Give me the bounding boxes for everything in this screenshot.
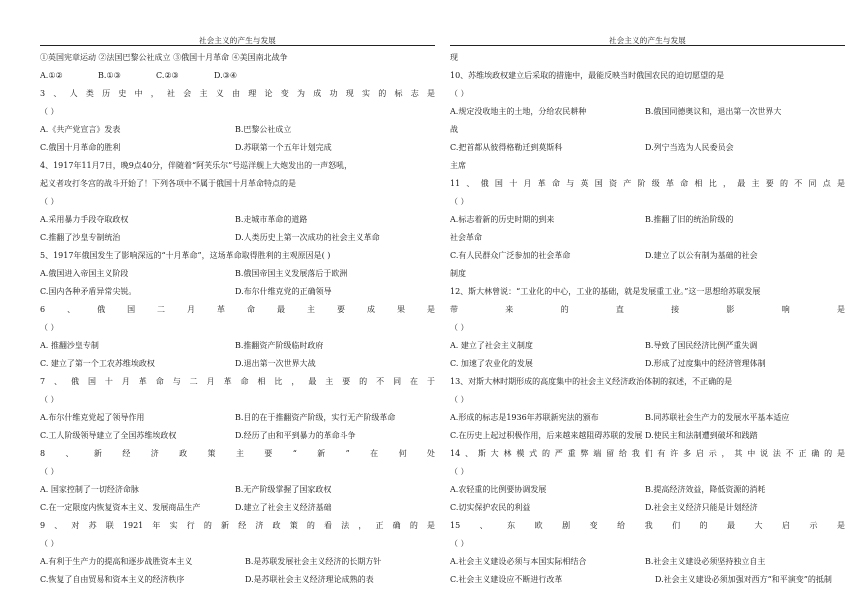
- text-line: 5、1917年俄国发生了影响深远的“十月革命”，这场革命取得胜利的主观原因是( ): [40, 251, 331, 260]
- answer-option: A.规定没收地主的土地，分给农民耕种: [450, 107, 587, 116]
- answer-option: A.布尔什维克党起了领导作用: [40, 413, 145, 422]
- options-line: [450, 340, 845, 352]
- question-stem-line: 带来的直接影响是: [450, 305, 845, 314]
- answer-option: C.在一定限度内恢复资本主义、发展商品生产: [40, 503, 201, 512]
- options-line: [40, 214, 435, 226]
- answer-option: D.使民主和法制遭到破坏和践踏: [645, 431, 758, 440]
- answer-option: B.是苏联发展社会主义经济的长期方针: [245, 557, 382, 566]
- answer-option: A.《共产党宣言》发表: [40, 125, 121, 134]
- answer-option: D.社会主义经济只能是计划经济: [645, 503, 758, 512]
- options-line: [40, 430, 435, 442]
- text-line: 社会革命: [450, 233, 482, 242]
- options-line: [40, 340, 435, 352]
- options-line: [450, 556, 845, 568]
- text-line: （ ）: [450, 395, 469, 404]
- question-stem-line: 3、人类历史中，社会主义由理论变为成功现实的标志是: [40, 89, 435, 98]
- answer-option: B.推翻资产阶级临时政府: [235, 341, 324, 350]
- options-line: [450, 106, 845, 118]
- text-line: （ ）: [40, 539, 59, 548]
- options-line: [450, 502, 845, 514]
- answer-option: C.社会主义建设应不断进行改革: [450, 575, 563, 584]
- answer-option: B.俄国帝国主义发展落后于欧洲: [235, 269, 348, 278]
- answer-option: D.是苏联社会主义经济理论成熟的表: [245, 575, 374, 584]
- answer-option: B.目的在于推翻资产阶级，实行无产阶级革命: [235, 413, 396, 422]
- text-line: 4、1917年11月7日，晚9点40分，伴随着“阿芙乐尔”号巡洋舰上大炮发出的一声怒吼，: [40, 161, 353, 170]
- answer-option: D.人类历史上第一次成功的社会主义革命: [235, 233, 380, 242]
- header-rule-right: [450, 45, 845, 46]
- answer-option: C.国内各种矛盾异常尖锐。: [40, 287, 137, 296]
- answer-option: C. 加速了农业化的发展: [450, 359, 533, 368]
- options-line: [40, 502, 435, 514]
- answer-option: A.农轻重的比例要协调发展: [450, 485, 547, 494]
- page-header-right: 社会主义的产生与发展: [609, 36, 686, 45]
- text-line: （ ）: [450, 467, 469, 476]
- answer-option: B.俄国同德奥议和，退出第一次世界大: [645, 107, 782, 116]
- answer-option: A.有利于生产力的提高和逐步战胜资本主义: [40, 557, 193, 566]
- answer-option: C.②③: [156, 71, 179, 80]
- options-line: [40, 124, 435, 136]
- text-line: （ ）: [40, 107, 59, 116]
- text-line: （ ）: [450, 323, 469, 332]
- answer-option: D.建立了以公有制为基础的社会: [645, 251, 758, 260]
- options-line: [450, 412, 845, 424]
- text-line: 12、斯大林曾说：“工业化的中心，工业的基础，就是发展重工业。”这一思想给苏联发展: [450, 287, 761, 296]
- text-line: 10、苏维埃政权建立后采取的措施中，最能反映当时俄国农民的迫切愿望的是: [450, 71, 725, 80]
- question-stem-line: 8、新经济政策主要“新”在何处: [40, 449, 435, 458]
- text-line: （ ）: [40, 197, 59, 206]
- answer-option: D.经历了由和平到暴力的革命斗争: [235, 431, 356, 440]
- text-line: （ ）: [450, 89, 469, 98]
- answer-option: A.①②: [40, 71, 63, 80]
- answer-option: B.无产阶级掌握了国家政权: [235, 485, 332, 494]
- page-header-left: 社会主义的产生与发展: [199, 36, 276, 45]
- answer-option: C.恢复了自由贸易和资本主义的经济秩序: [40, 575, 185, 584]
- options-line: [40, 286, 435, 298]
- options-line: [40, 556, 435, 568]
- answer-option: C.有人民群众广泛参加的社会革命: [450, 251, 571, 260]
- text-line: （ ）: [450, 539, 469, 548]
- options-line: [40, 70, 435, 82]
- answer-option: B.①③: [98, 71, 121, 80]
- answer-option: A. 建立了社会主义制度: [450, 341, 533, 350]
- question-stem-line: 6、俄国二月革命最主要成果是: [40, 305, 435, 314]
- options-line: [40, 484, 435, 496]
- answer-option: A.形成的标志是1936年苏联新宪法的颁布: [450, 413, 599, 422]
- answer-option: B.同苏联社会生产力的发展水平基本适应: [645, 413, 790, 422]
- options-line: [40, 142, 435, 154]
- text-line: 13、对斯大林时期形成的高度集中的社会主义经济政治体制的叙述，不正确的是: [450, 377, 733, 386]
- answer-option: C. 建立了第一个工农苏维埃政权: [40, 359, 155, 368]
- answer-option: C.俄国十月革命的胜利: [40, 143, 121, 152]
- question-stem-line: 15、东欧剧变给我们的最大启示是: [450, 521, 845, 530]
- text-line: 制度: [450, 269, 466, 278]
- answer-option: B.推翻了旧的统治阶级的: [645, 215, 734, 224]
- answer-option: B.社会主义建设必须坚持独立自主: [645, 557, 766, 566]
- options-line: [40, 358, 435, 370]
- header-rule-left: [40, 45, 435, 46]
- answer-option: D.建立了社会主义经济基础: [235, 503, 332, 512]
- answer-option: D.列宁当选为人民委员会: [645, 143, 734, 152]
- answer-option: B.导致了国民经济比例严重失调: [645, 341, 758, 350]
- text-line: （ ）: [40, 395, 59, 404]
- answer-option: D.形成了过度集中的经济管理体制: [645, 359, 766, 368]
- answer-option: B.巴黎公社成立: [235, 125, 292, 134]
- options-line: [450, 430, 845, 442]
- text-line: 主席: [450, 161, 466, 170]
- text-line: （ ）: [450, 197, 469, 206]
- answer-option: D.苏联第一个五年计划完成: [235, 143, 332, 152]
- options-line: [40, 574, 435, 586]
- options-line: [450, 250, 845, 262]
- text-line: 现: [450, 53, 458, 62]
- answer-option: A. 推翻沙皇专制: [40, 341, 99, 350]
- question-stem-line: 14、斯大林模式的严重弊端留给我们有许多启示，其中说法不正确的是: [450, 449, 845, 458]
- answer-option: A.标志着新的历史时期的到来: [450, 215, 555, 224]
- text-line: （ ）: [40, 467, 59, 476]
- answer-option: C.在历史上起过积极作用，后来越来越阻碍苏联的发展: [450, 431, 643, 440]
- options-line: [450, 358, 845, 370]
- options-line: [40, 232, 435, 244]
- question-stem-line: 9、对苏联1921年实行的新经济政策的看法，正确的是: [40, 521, 435, 530]
- question-stem-line: 11、俄国十月革命与英国资产阶级革命相比，最主要的不同点是: [450, 179, 845, 188]
- answer-option: B.提高经济效益，降低资源的消耗: [645, 485, 766, 494]
- answer-option: A. 国家控制了一切经济命脉: [40, 485, 139, 494]
- answer-option: D.布尔什维克党的正确领导: [235, 287, 332, 296]
- answer-option: D.社会主义建设必须加强对西方“和平演变”的抵制: [655, 575, 832, 584]
- answer-option: C.把首都从彼得格勒迁到莫斯科: [450, 143, 563, 152]
- answer-option: A.社会主义建设必须与本国实际相结合: [450, 557, 587, 566]
- options-line: [450, 484, 845, 496]
- options-line: [40, 412, 435, 424]
- options-line: [450, 574, 845, 586]
- text-line: 战: [450, 125, 458, 134]
- answer-option: B.走城市革命的道路: [235, 215, 308, 224]
- options-line: [450, 214, 845, 226]
- question-stem-line: 7、俄国十月革命与二月革命相比，最主要的不同在于: [40, 377, 435, 386]
- answer-option: A.采用暴力手段夺取政权: [40, 215, 129, 224]
- options-line: [40, 268, 435, 280]
- answer-option: C.切实保护农民的利益: [450, 503, 531, 512]
- text-line: 起义者攻打冬宫的战斗开始了！下列各项中不属于俄国十月革命特点的是: [40, 179, 296, 188]
- answer-option: D.退出第一次世界大战: [235, 359, 316, 368]
- answer-option: D.③④: [214, 71, 238, 80]
- answer-option: C.工人阶级领导建立了全国苏维埃政权: [40, 431, 177, 440]
- text-line: ①英国宪章运动 ②法国巴黎公社成立 ③俄国十月革命 ④美国南北战争: [40, 53, 288, 62]
- text-line: （ ）: [40, 323, 59, 332]
- answer-option: A.俄国进入帝国主义阶段: [40, 269, 129, 278]
- options-line: [450, 142, 845, 154]
- answer-option: C.推翻了沙皇专制统治: [40, 233, 121, 242]
